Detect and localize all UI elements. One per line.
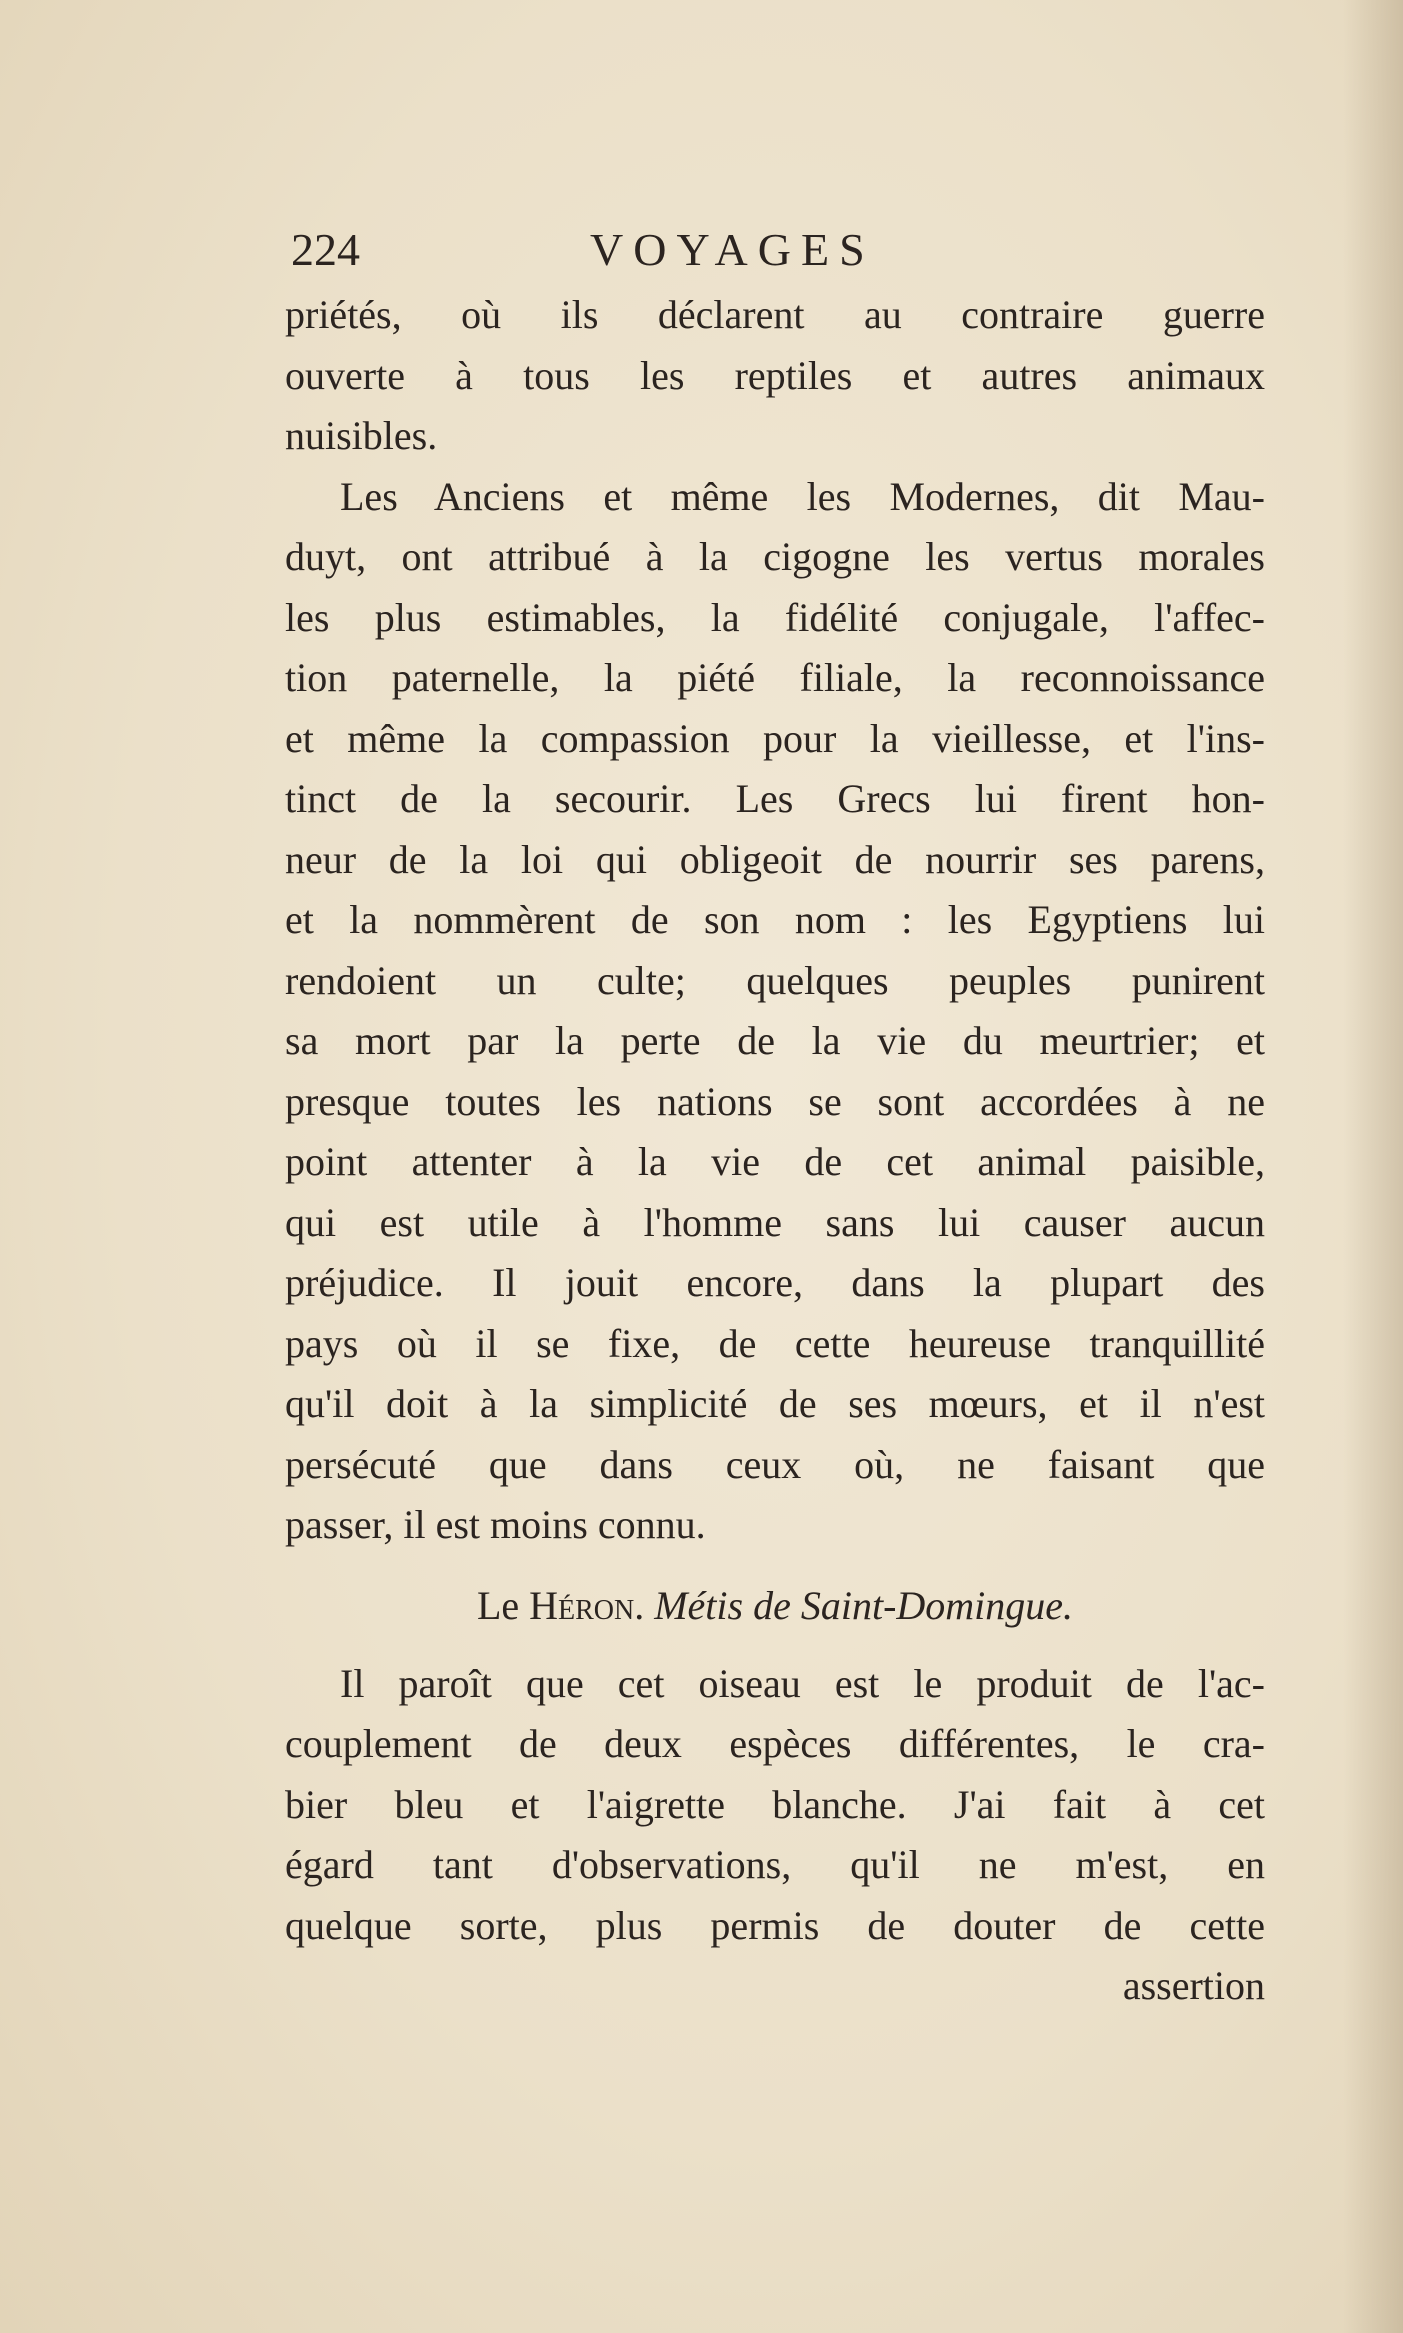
heading-name: Héron. xyxy=(529,1582,645,1628)
catchword: assertion xyxy=(1122,1963,1265,2008)
text-line: sa mort par la perte de la vie du meurtrier; et xyxy=(285,1018,1265,1063)
text-block xyxy=(285,215,1265,2016)
text-line: neur de la loi qui obligeoit de nourrir ses parens, xyxy=(285,836,1265,882)
text-line: et la nommèrent de son nom : les Egyptiens lui xyxy=(285,897,1265,942)
running-title: VOYAGES xyxy=(590,224,875,275)
text-line: couplement de deux espèces différentes, le cra- xyxy=(285,1721,1265,1766)
heading-prefix: Le xyxy=(476,1582,520,1628)
text-line: qu'il doit à la simplicité de ses mœurs, et il n'est xyxy=(285,1381,1265,1426)
paragraph-stork xyxy=(285,467,1265,1556)
text-line: les plus estimables, la fidélité conjugale, l'affec- xyxy=(285,594,1265,640)
section-heading xyxy=(285,1576,1265,1636)
text-line: Les Anciens et même les Modernes, dit Mau- xyxy=(340,473,1265,519)
text-line: rendoient un culte; quelques peuples punirent xyxy=(285,957,1265,1003)
text-line: tion paternelle, la piété filiale, la reconnoissance xyxy=(285,655,1265,700)
text-line: préjudice. Il jouit encore, dans la plupart des xyxy=(285,1260,1265,1305)
text-line: et même la compassion pour la vieillesse, et l'ins- xyxy=(285,715,1265,761)
text-line: priétés, où ils déclarent au contraire guerre xyxy=(285,292,1265,337)
text-line: quelque sorte, plus permis de douter de cette xyxy=(285,1902,1265,1948)
heading-subtitle: Métis de Saint-Domingue. xyxy=(654,1582,1074,1628)
text-line: passer, il est moins connu. xyxy=(285,1502,706,1547)
text-line: persécuté que dans ceux où, ne faisant que xyxy=(285,1441,1265,1487)
text-line: presque toutes les nations se sont accordées à ne xyxy=(285,1078,1265,1124)
text-line: point attenter à la vie de cet animal paisible, xyxy=(285,1139,1265,1184)
text-line: bier bleu et l'aigrette blanche. J'ai fait à cet xyxy=(285,1781,1265,1827)
text-line: nuisibles. xyxy=(285,413,438,458)
page-number: 224 xyxy=(291,224,360,275)
text-line: pays où il se fixe, de cette heureuse tranquillité xyxy=(285,1320,1265,1366)
paragraph-continuation xyxy=(285,285,1265,467)
text-line: Il paroît que cet oiseau est le produit de l'ac- xyxy=(340,1660,1265,1706)
text-line: qui est utile à l'homme sans lui causer aucun xyxy=(285,1199,1265,1245)
text-line: duyt, ont attribué à la cigogne les vertus morales xyxy=(285,534,1265,579)
paragraph-heron xyxy=(285,1654,1265,1957)
text-line: égard tant d'observations, qu'il ne m'est, en xyxy=(285,1842,1265,1887)
page-header xyxy=(285,215,1265,285)
text-line: ouverte à tous les reptiles et autres animaux xyxy=(285,352,1265,398)
text-line: tinct de la secourir. Les Grecs lui firent hon- xyxy=(285,776,1265,821)
page-edge-shadow xyxy=(1343,0,1403,2333)
